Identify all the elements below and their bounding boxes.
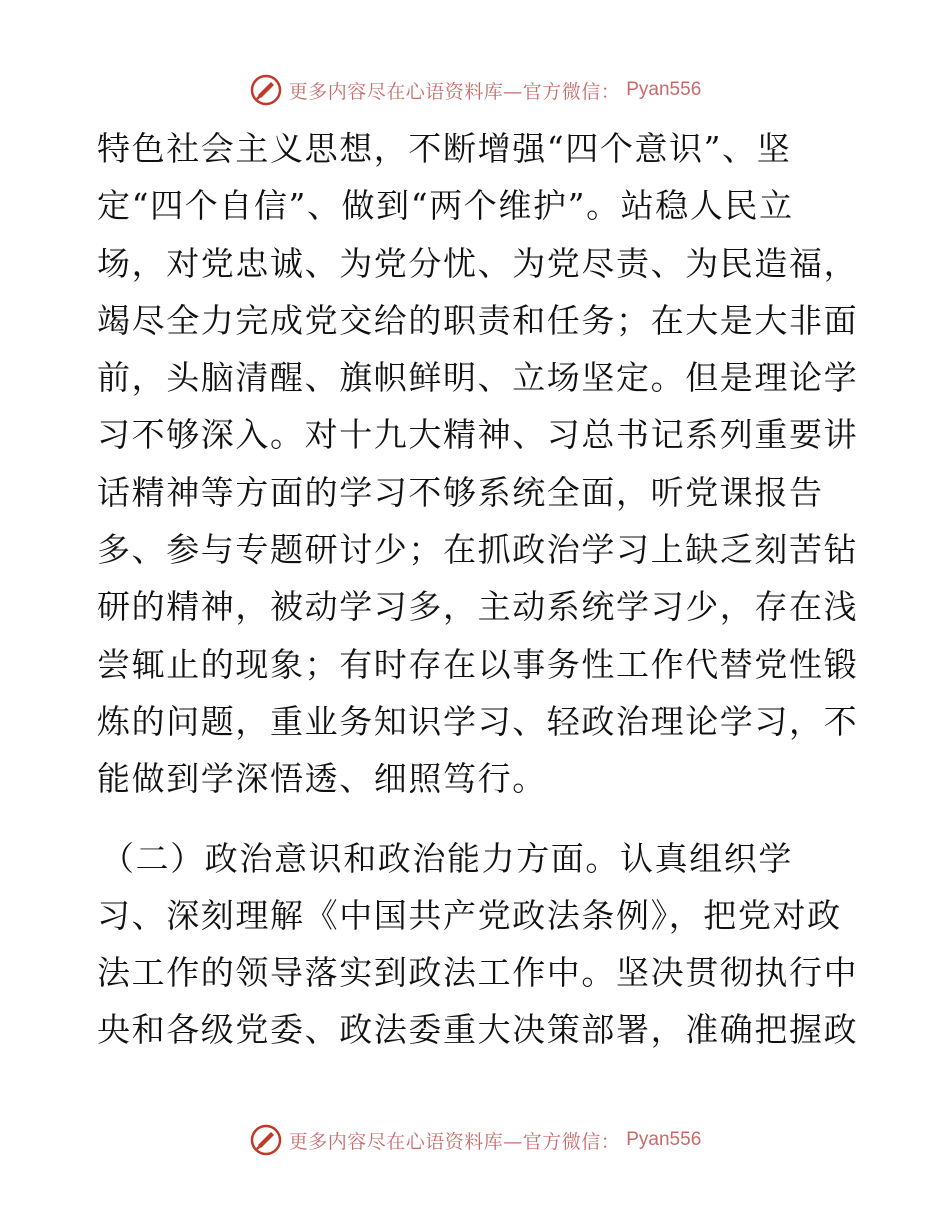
footer-banner-text: 更多内容尽在心语资料库—官方微信：	[288, 1130, 621, 1153]
header-banner-text: 更多内容尽在心语资料库—官方微信：	[288, 80, 621, 103]
text-line: 定“四个自信”、做到“两个维护”。站稳人民立	[97, 186, 794, 226]
text-line: 多、参与专题研讨少；在抓政治学习上缺乏刻苦钻	[97, 530, 859, 570]
text-line: 能做到学深悟透、细照笃行。	[97, 759, 547, 799]
text-line: 研的精神，被动学习多，主动系统学习少，存在浅	[97, 587, 859, 627]
paragraph-2	[97, 830, 857, 1059]
text-line: 习不够深入。对十九大精神、习总书记系列重要讲	[97, 415, 859, 455]
header-wechat-id: Pyan556	[626, 79, 702, 100]
text-line: 尝辄止的现象；有时存在以事务性工作代替党性锻	[97, 644, 859, 684]
footer-banner	[0, 1120, 950, 1160]
header-banner	[0, 70, 950, 110]
text-line: 特色社会主义思想，不断增强“四个意识”、坚	[97, 129, 792, 168]
text-line: 炼的问题，重业务知识学习、轻政治理论学习，不	[97, 701, 859, 741]
document-body	[97, 120, 857, 1059]
text-line: 央和各级党委、政法委重大决策部署，准确把握政	[97, 1010, 859, 1050]
text-line: 法工作的领导落实到政法工作中。坚决贯彻执行中	[97, 953, 859, 993]
text-line: 话精神等方面的学习不够系统全面，听党课报告	[97, 472, 824, 512]
text-line: 习、深刻理解《中国共产党政法条例》，把党对政	[97, 895, 842, 935]
logo-icon	[249, 1123, 283, 1157]
text-line: 前，头脑清醒、旗帜鲜明、立场坚定。但是理论学	[97, 358, 859, 398]
text-line: （二）政治意识和政治能力方面。认真组织学	[101, 838, 793, 878]
text-line: 场，对党忠诚、为党分忧、为党尽责、为民造福，	[97, 243, 859, 283]
text-line: 竭尽全力完成党交给的职责和任务；在大是大非面	[97, 300, 859, 340]
footer-wechat-id: Pyan556	[626, 1129, 702, 1150]
logo-icon	[249, 73, 283, 107]
paragraph-1	[97, 120, 857, 808]
paragraph-gap	[97, 808, 857, 830]
